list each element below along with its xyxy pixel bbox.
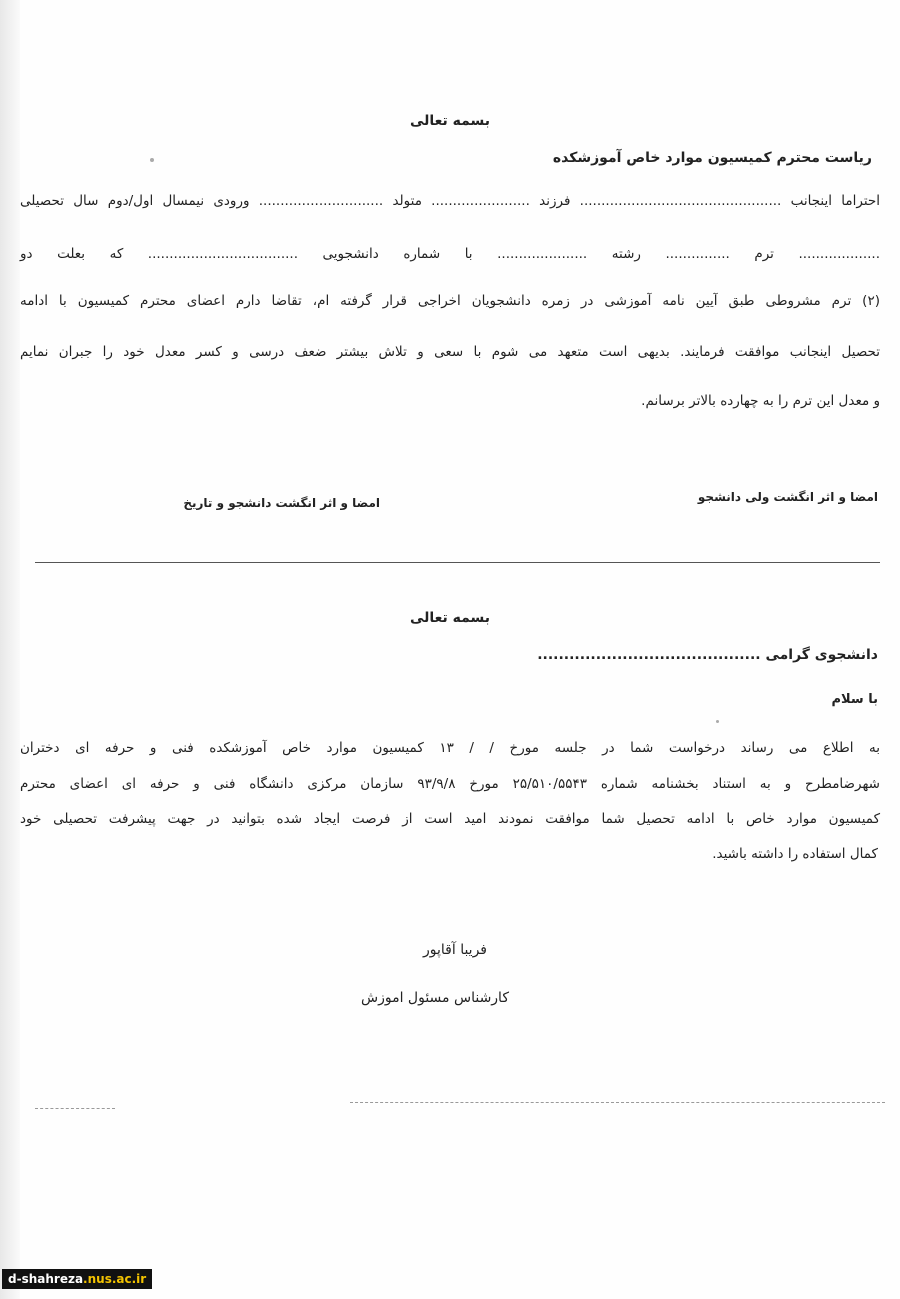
- signer-title: کارشناس مسئول اموزش: [361, 990, 509, 1006]
- bottom-basmala: بسمه تعالی: [409, 610, 491, 626]
- signature-student-label: امضا و اثر انگشت دانشجو و تاریخ: [183, 496, 380, 510]
- reply-body-line2: شهرضامطرح و به استناد بخشنامه شماره ۲۵/۵۱۰/۵۵۴۳ مورخ ۹۳/۹/۸ سازمان مرکزی دانشگاه فنی و حرفه ای اعضای محترم: [20, 776, 880, 792]
- top-addressee: ریاست محترم کمیسیون موارد خاص آموزشکده: [552, 150, 872, 166]
- website-watermark: [2, 1269, 152, 1289]
- scan-speck: [150, 158, 154, 162]
- bottom-dashed-line-left: [35, 1108, 115, 1109]
- scan-edge-shadow: [0, 0, 20, 1299]
- signature-guardian-label: امضا و اثر انگشت ولی دانشجو: [697, 490, 878, 504]
- top-form-para-line3: و معدل این ترم را به چهارده بالاتر برسانم.: [641, 393, 880, 409]
- top-form-line1: احتراما اینجانب ............................................... فرزند ....................... متولد ............................. ورودی نیمسال اول/دوم سال تحصیلی: [20, 193, 880, 209]
- section-divider: [35, 562, 880, 563]
- reply-salam: با سلام: [831, 692, 878, 707]
- scan-speck: [716, 720, 719, 723]
- top-form-para-line1: (۲) ترم مشروطی طبق آیین نامه آموزشی در زمره دانشجویان اخراجی قرار گرفته ام، تقاضا دارم اعضای محترم کمیسیون با ادامه: [20, 293, 880, 309]
- top-basmala: بسمه تعالی: [409, 113, 491, 129]
- reply-body-line3: کمیسیون موارد خاص با ادامه تحصیل شما موافقت نمودند امید است از فرصت ایجاد شده بتوانید در جهت پیشرفت تحصیلی خود: [20, 811, 880, 827]
- reply-greeting: دانشجوی گرامی ..........................................: [537, 647, 878, 663]
- reply-body-line1: به اطلاع می رساند درخواست شما در جلسه مورخ / / ۱۳ کمیسیون موارد خاص آموزشکده فنی و حرفه ای دختران: [20, 740, 881, 756]
- top-form-line2: ................... ترم ............... رشته ..................... با شماره دانشجویی ................................... که بعلت دو: [20, 246, 880, 262]
- watermark-prefix: d-shahreza: [8, 1272, 84, 1286]
- bottom-dashed-line-right: [350, 1102, 885, 1103]
- watermark-suffix: .nus.ac.ir: [83, 1272, 147, 1286]
- reply-body-line4: کمال استفاده را داشته باشید.: [712, 846, 878, 862]
- signer-name: فریبا آقاپور: [423, 942, 487, 958]
- top-form-para-line2: تحصیل اینجانب موافقت فرمایند. بدیهی است متعهد می شوم با سعی و تلاش بیشتر ضعف درسی و کسر معدل خود را جبران نمایم: [20, 344, 880, 360]
